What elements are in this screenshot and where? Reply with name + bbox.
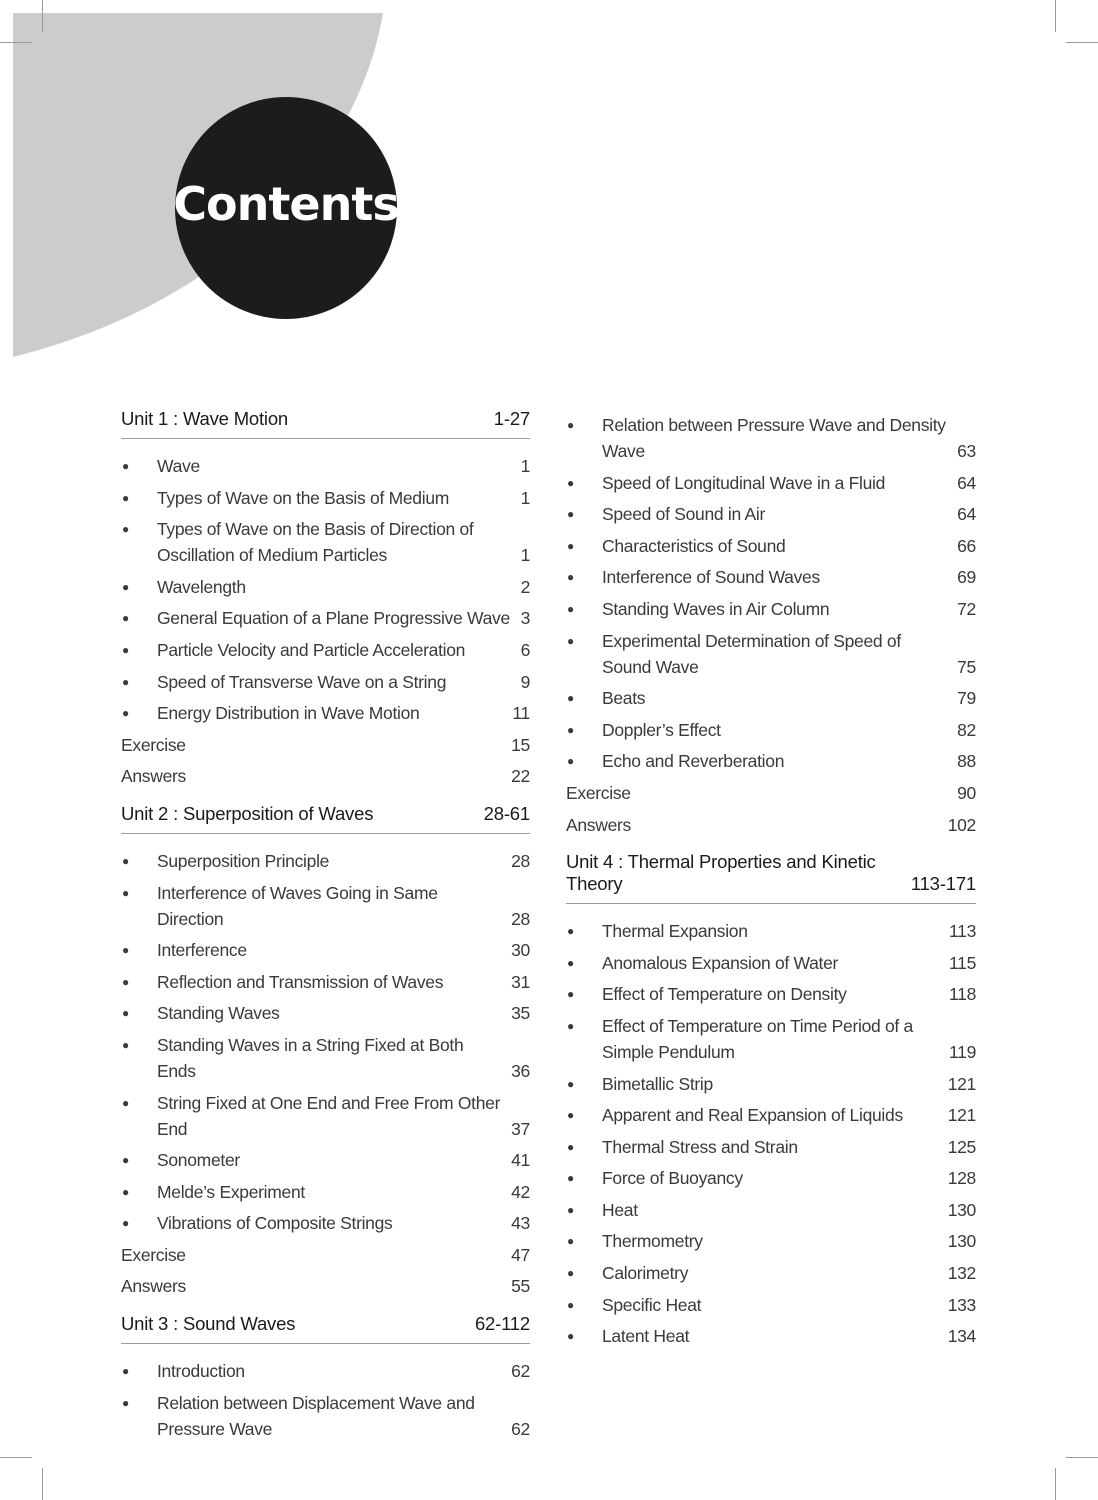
bullet-icon: ● xyxy=(567,987,574,1002)
toc-entry-label: Interference of Waves Going in Same Direction xyxy=(157,882,438,929)
toc-entry-label: Characteristics of Sound xyxy=(602,535,786,556)
unit-title: Unit 2 : Superposition of Waves xyxy=(121,802,374,824)
bullet-icon: ● xyxy=(567,691,574,706)
toc-entry-label: Experimental Determination of Speed of Sound Wave xyxy=(602,630,901,677)
unit-entry-list xyxy=(566,904,976,1359)
bullet-icon: ● xyxy=(122,943,129,958)
bullet-icon: ● xyxy=(567,1139,574,1154)
bullet-icon: ● xyxy=(567,955,574,970)
toc-entry[interactable] xyxy=(121,669,530,695)
toc-entry-label: Particle Velocity and Particle Acceleration xyxy=(157,639,466,660)
toc-entry-page: 125 xyxy=(947,1136,976,1157)
bullet-icon: ● xyxy=(567,924,574,939)
toc-entry-page: 130 xyxy=(947,1199,976,1220)
toc-entry[interactable] xyxy=(566,1102,976,1128)
toc-entry[interactable] xyxy=(121,880,530,932)
bullet-icon: ● xyxy=(122,974,129,989)
unit-title: Unit 1 : Wave Motion xyxy=(121,408,289,429)
unit-page-range: 28-61 xyxy=(483,802,530,824)
toc-entry[interactable] xyxy=(566,501,976,527)
toc-entry-page: 69 xyxy=(957,567,976,588)
toc-entry-page: 62 xyxy=(511,1418,530,1439)
toc-entry[interactable] xyxy=(566,628,976,680)
toc-entry-page: 66 xyxy=(957,535,976,556)
toc-entry-page: 28 xyxy=(511,850,530,871)
bullet-icon: ● xyxy=(122,459,129,473)
toc-entry-page: 130 xyxy=(947,1231,976,1252)
toc-entry-label: Speed of Longitudinal Wave in a Fluid xyxy=(602,472,886,493)
toc-entry[interactable] xyxy=(566,1013,976,1065)
toc-entry-page: 1 xyxy=(520,456,530,476)
toc-entry[interactable] xyxy=(121,1390,530,1442)
toc-entry-page: 115 xyxy=(949,952,976,973)
toc-entry[interactable] xyxy=(121,453,530,479)
toc-entry-label: Latent Heat xyxy=(602,1326,690,1347)
unit-section xyxy=(121,408,530,799)
bullet-icon: ● xyxy=(567,1202,574,1217)
toc-entry-label: Exercise xyxy=(566,782,631,803)
toc-entry-label: Vibrations of Composite Strings xyxy=(157,1213,393,1234)
toc-entry-page: 35 xyxy=(511,1003,530,1024)
toc-entry[interactable] xyxy=(566,1292,976,1318)
toc-section-entry[interactable] xyxy=(121,732,530,758)
bullet-icon: ● xyxy=(567,1266,574,1281)
toc-entry-label: Speed of Transverse Wave on a String xyxy=(157,671,447,692)
unit-heading[interactable] xyxy=(121,1313,530,1344)
unit-heading[interactable] xyxy=(566,851,976,904)
toc-entry-label: Interference xyxy=(157,940,247,961)
toc-entry[interactable] xyxy=(566,470,976,496)
toc-entry-label: Specific Heat xyxy=(602,1294,702,1315)
toc-entry-page: 63 xyxy=(957,441,976,461)
toc-entry-page: 11 xyxy=(512,703,530,724)
bullet-icon: ● xyxy=(567,570,574,585)
unit-entry-list xyxy=(121,1344,530,1451)
bullet-icon: ● xyxy=(567,601,574,616)
toc-entry-page: 82 xyxy=(957,719,976,740)
toc-entry-page: 133 xyxy=(947,1294,976,1315)
toc-entry[interactable] xyxy=(566,1228,976,1254)
bullet-icon: ● xyxy=(122,1364,129,1379)
bullet-icon: ● xyxy=(122,1037,129,1052)
toc-entry[interactable] xyxy=(121,1210,530,1236)
toc-entry-label: General Equation of a Plane Progressive Wave xyxy=(157,608,510,629)
toc-entry-page: 132 xyxy=(947,1263,976,1284)
toc-entry-label: Speed of Sound in Air xyxy=(602,504,765,525)
toc-entry-label: Force of Buoyancy xyxy=(602,1168,743,1189)
toc-entry[interactable] xyxy=(566,564,976,590)
toc-entry-label: Answers xyxy=(121,766,187,787)
toc-entry-label: Melde’s Experiment xyxy=(157,1181,305,1202)
toc-section-entry[interactable] xyxy=(566,812,976,838)
toc-entry-page: 37 xyxy=(511,1118,530,1139)
toc-entry-label: Thermal Stress and Strain xyxy=(602,1136,798,1157)
toc-entry-label: Thermal Expansion xyxy=(602,921,748,942)
unit-section xyxy=(566,851,976,1359)
toc-entry[interactable] xyxy=(566,1165,976,1191)
bullet-icon: ● xyxy=(567,418,574,432)
crop-mark xyxy=(42,0,43,32)
toc-entry[interactable] xyxy=(121,1000,530,1026)
toc-entry[interactable] xyxy=(566,1071,976,1097)
toc-entry-page: 102 xyxy=(947,814,976,835)
bullet-icon: ● xyxy=(567,538,574,553)
toc-entry[interactable] xyxy=(566,533,976,559)
toc-entry[interactable] xyxy=(566,1134,976,1160)
toc-entry-page: 118 xyxy=(949,984,976,1005)
toc-entry-page: 79 xyxy=(957,688,976,709)
bullet-icon: ● xyxy=(567,1018,574,1033)
toc-entry-page: 42 xyxy=(511,1181,530,1202)
unit-section xyxy=(121,803,530,1309)
toc-entry[interactable] xyxy=(121,574,530,600)
toc-entry-label: Exercise xyxy=(121,1244,186,1265)
toc-entry[interactable] xyxy=(566,685,976,711)
toc-entry[interactable] xyxy=(566,918,976,944)
toc-entry-label: Echo and Reverberation xyxy=(602,751,785,772)
toc-entry-label: Introduction xyxy=(157,1361,245,1382)
unit-page-range: 113-171 xyxy=(910,873,976,895)
toc-entry[interactable] xyxy=(121,516,530,568)
toc-entry-page: 31 xyxy=(511,971,530,992)
toc-entry-label: Beats xyxy=(602,688,646,709)
toc-entry-label: Effect of Temperature on Density xyxy=(602,984,847,1005)
toc-entry-label: Relation between Pressure Wave and Density Wave xyxy=(602,415,946,461)
toc-entry[interactable] xyxy=(566,596,976,622)
unit-entry-list xyxy=(121,439,530,799)
toc-section-entry[interactable] xyxy=(121,763,530,789)
title-circle xyxy=(175,97,397,319)
toc-entry-page: 1 xyxy=(520,487,530,508)
unit-section xyxy=(121,1313,530,1451)
bullet-icon: ● xyxy=(122,674,129,689)
toc-entry-label: Doppler’s Effect xyxy=(602,719,721,740)
crop-mark xyxy=(1066,1457,1098,1458)
crop-mark xyxy=(0,1457,32,1458)
toc-entry-page: 119 xyxy=(949,1041,976,1062)
toc-entry-page: 30 xyxy=(511,940,530,961)
toc-entry[interactable] xyxy=(121,485,530,511)
toc-entry-label: Energy Distribution in Wave Motion xyxy=(157,703,420,724)
bullet-icon: ● xyxy=(122,1095,129,1110)
toc-entry-page: 15 xyxy=(511,734,530,755)
bullet-icon: ● xyxy=(122,1395,129,1410)
toc-entry-page: 43 xyxy=(511,1213,530,1234)
toc-entry[interactable] xyxy=(566,1260,976,1286)
toc-entry-page: 47 xyxy=(511,1244,530,1265)
toc-entry[interactable] xyxy=(121,1147,530,1173)
toc-entry[interactable] xyxy=(566,748,976,774)
bullet-icon: ● xyxy=(567,1171,574,1186)
toc-entry[interactable] xyxy=(121,605,530,631)
toc-entry-label: Exercise xyxy=(121,734,186,755)
toc-entry[interactable] xyxy=(121,1090,530,1142)
toc-section-entry[interactable] xyxy=(121,1242,530,1268)
unit-page-range: 1-27 xyxy=(493,408,530,429)
toc-entry-label: Interference of Sound Waves xyxy=(602,567,820,588)
toc-entry-page: 6 xyxy=(520,639,530,660)
toc-entry[interactable] xyxy=(121,1179,530,1205)
toc-entry-label: Anomalous Expansion of Water xyxy=(602,952,839,973)
toc-entry-page: 121 xyxy=(947,1105,976,1126)
crop-mark xyxy=(0,42,32,43)
bullet-icon: ● xyxy=(122,706,129,721)
toc-entry[interactable] xyxy=(566,1197,976,1223)
toc-entry-label: Types of Wave on the Basis of Direction of Oscillation of Medium Particles xyxy=(157,519,474,566)
bullet-icon: ● xyxy=(122,490,129,505)
bullet-icon: ● xyxy=(567,1076,574,1091)
crop-mark xyxy=(42,1468,43,1500)
toc-entry-label: Sonometer xyxy=(157,1150,240,1171)
toc-entry-page: 36 xyxy=(511,1060,530,1081)
page-title: Contents xyxy=(173,177,399,231)
bullet-icon: ● xyxy=(567,1108,574,1123)
toc-entry[interactable] xyxy=(121,1032,530,1084)
toc-entry-label: Heat xyxy=(602,1199,638,1220)
toc-entry[interactable] xyxy=(121,937,530,963)
toc-section-entry[interactable] xyxy=(566,780,976,806)
toc-entry-page: 64 xyxy=(957,472,976,493)
toc-entry-label: Types of Wave on the Basis of Medium xyxy=(157,487,450,508)
unit-title: Unit 3 : Sound Waves xyxy=(121,1313,296,1335)
bullet-icon: ● xyxy=(567,1297,574,1312)
toc-entry-label: Calorimetry xyxy=(602,1263,689,1284)
toc-entry-page: 1 xyxy=(520,545,530,566)
toc-entry-page: 9 xyxy=(520,671,530,692)
toc-entry-label: Superposition Principle xyxy=(157,850,330,871)
toc-entry[interactable] xyxy=(121,848,530,874)
toc-entry-page: 3 xyxy=(520,608,530,629)
toc-entry-page: 90 xyxy=(957,782,976,803)
toc-entry-label: Wave xyxy=(157,456,200,476)
toc-entry-page: 22 xyxy=(511,766,530,787)
toc-entry[interactable] xyxy=(121,637,530,663)
bullet-icon: ● xyxy=(122,1216,129,1231)
bullet-icon: ● xyxy=(122,885,129,900)
toc-entry[interactable] xyxy=(121,1358,530,1384)
crop-mark xyxy=(1055,0,1056,32)
bullet-icon: ● xyxy=(567,633,574,648)
bullet-icon: ● xyxy=(122,853,129,868)
bullet-icon: ● xyxy=(567,1329,574,1344)
toc-entry-label: Bimetallic Strip xyxy=(602,1073,713,1094)
toc-entry[interactable] xyxy=(121,700,530,726)
bullet-icon: ● xyxy=(567,475,574,490)
bullet-icon: ● xyxy=(567,754,574,769)
toc-entry-page: 55 xyxy=(511,1276,530,1297)
bullet-icon: ● xyxy=(122,579,129,594)
toc-entry-page: 28 xyxy=(511,908,530,929)
crop-mark xyxy=(1066,42,1098,43)
bullet-icon: ● xyxy=(122,611,129,626)
toc-entry[interactable] xyxy=(566,981,976,1007)
toc-entry-page: 72 xyxy=(957,598,976,619)
toc-entry[interactable] xyxy=(566,950,976,976)
toc-entry[interactable] xyxy=(121,969,530,995)
toc-entry-page: 113 xyxy=(949,921,976,942)
toc-entry-page: 2 xyxy=(520,576,530,597)
toc-entry-page: 134 xyxy=(947,1326,976,1347)
toc-entry-page: 128 xyxy=(947,1168,976,1189)
toc-entry-label: Standing Waves in a String Fixed at Both Ends xyxy=(157,1034,464,1081)
toc-entry-page: 88 xyxy=(957,751,976,772)
bullet-icon: ● xyxy=(567,1234,574,1249)
contents-left-column xyxy=(121,408,530,1451)
toc-entry-label: Answers xyxy=(566,814,632,835)
toc-entry[interactable] xyxy=(566,412,976,464)
toc-entry-label: Answers xyxy=(121,1276,187,1297)
bullet-icon: ● xyxy=(567,722,574,737)
toc-entry-label: String Fixed at One End and Free From Other End xyxy=(157,1092,501,1139)
bullet-icon: ● xyxy=(122,642,129,657)
toc-entry[interactable] xyxy=(566,717,976,743)
unit-page-range: 62-112 xyxy=(474,1313,530,1335)
unit-entry-list xyxy=(121,834,530,1309)
bullet-icon: ● xyxy=(122,1184,129,1199)
unit-heading[interactable] xyxy=(121,408,530,439)
toc-entry-label: Relation between Displacement Wave and Pressure Wave xyxy=(157,1392,475,1439)
toc-entry-label: Wavelength xyxy=(157,576,246,597)
bullet-icon: ● xyxy=(567,507,574,522)
unit-title: Unit 4 : Thermal Properties and Kinetic Theory xyxy=(566,851,876,895)
toc-entry-label: Standing Waves xyxy=(157,1003,280,1024)
toc-entry-page: 64 xyxy=(957,504,976,525)
toc-entry-page: 62 xyxy=(511,1361,530,1382)
toc-entry-page: 121 xyxy=(947,1073,976,1094)
crop-mark xyxy=(1055,1468,1056,1500)
contents-right-column xyxy=(566,408,976,1359)
toc-entry[interactable] xyxy=(566,1323,976,1349)
toc-entry-page: 75 xyxy=(957,656,976,677)
toc-entry-label: Standing Waves in Air Column xyxy=(602,598,830,619)
continued-entry-list xyxy=(566,408,976,847)
toc-entry-label: Reflection and Transmission of Waves xyxy=(157,971,444,992)
bullet-icon: ● xyxy=(122,1153,129,1168)
toc-entry-label: Apparent and Real Expansion of Liquids xyxy=(602,1105,903,1126)
unit-heading[interactable] xyxy=(121,803,530,834)
bullet-icon: ● xyxy=(122,522,129,537)
toc-section-entry[interactable] xyxy=(121,1273,530,1299)
toc-entry-label: Effect of Temperature on Time Period of a Simple Pendulum xyxy=(602,1015,913,1062)
bullet-icon: ● xyxy=(122,1006,129,1021)
toc-entry-label: Thermometry xyxy=(602,1231,703,1252)
toc-entry-page: 41 xyxy=(511,1150,530,1171)
